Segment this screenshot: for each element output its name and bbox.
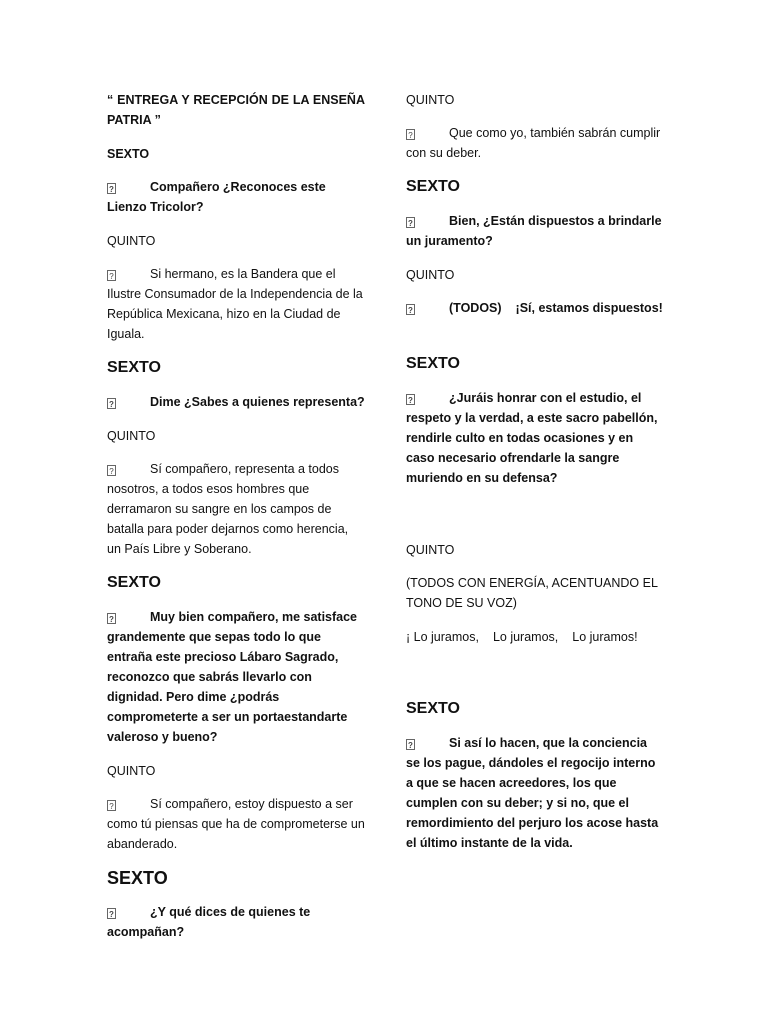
- dialogue-line: ? Si así lo hacen, que la conciencia se los pague, dándoles el regocijo interno a que se hacen acreedores, los que cumplen con su deber; y si no, que el remordimiento del perjuro los acose hasta el último instante de la vida.: [406, 736, 659, 850]
- dialogue-line: ? Que como yo, también sabrán cumplir con su deber.: [406, 126, 661, 160]
- speaker-sexto-heading: SEXTO: [406, 700, 460, 717]
- missing-glyph-icon: ?: [107, 465, 116, 476]
- missing-glyph-icon: ?: [406, 394, 415, 405]
- speaker-sexto: SEXTO: [107, 147, 150, 161]
- dialogue-line: ? Sí compañero, estoy dispuesto a ser como tú piensas que ha de comprometerse un abanderado.: [107, 797, 365, 851]
- speaker-sexto-heading: SEXTO: [107, 359, 161, 376]
- speaker-sexto-heading: SEXTO: [406, 355, 460, 372]
- dialogue-line: ? Muy bien compañero, me satisface grandemente que sepas todo lo que entraña este precioso Lábaro Sagrado, reconozco que sabrás llevarlo con dignidad. Pero dime ¿podrás comprometerte a ser un portaestandarte valeroso y bueno?: [107, 610, 358, 744]
- missing-glyph-icon: ?: [406, 129, 415, 140]
- speaker-sexto-heading: SEXTO: [107, 868, 168, 888]
- speaker-quinto: QUINTO: [406, 543, 455, 557]
- dialogue-line: ? Si hermano, es la Bandera que el Ilustre Consumador de la Independencia de la República Mexicana, hizo en la Ciudad de Iguala.: [107, 267, 363, 341]
- missing-glyph-icon: ?: [406, 217, 415, 228]
- missing-glyph-icon: ?: [406, 304, 415, 315]
- oath-line: ¡ Lo juramos, Lo juramos, Lo juramos!: [406, 630, 638, 644]
- missing-glyph-icon: ?: [107, 398, 116, 409]
- dialogue-line: ? ¿Y qué dices de quienes te acompañan?: [107, 905, 311, 939]
- left-column: [107, 90, 365, 956]
- dialogue-line: ? ¿Juráis honrar con el estudio, el respeto y la verdad, a este sacro pabellón, rendirle culto en todas ocasiones y en caso necesario ofrendarle la sangre muriendo en su defensa?: [406, 391, 658, 485]
- stage-direction: (TODOS CON ENERGÍA, ACENTUANDO EL TONO DE SU VOZ): [406, 576, 658, 610]
- dialogue-line: ? Compañero ¿Reconoces este Lienzo Tricolor?: [107, 180, 326, 214]
- right-column: [406, 90, 664, 867]
- speaker-sexto-heading: SEXTO: [406, 178, 460, 195]
- missing-glyph-icon: ?: [107, 908, 116, 919]
- dialogue-line: ? Bien, ¿Están dispuestos a brindarle un juramento?: [406, 214, 662, 248]
- missing-glyph-icon: ?: [107, 800, 116, 811]
- speaker-quinto: QUINTO: [107, 234, 156, 248]
- missing-glyph-icon: ?: [107, 613, 116, 624]
- speaker-quinto: QUINTO: [406, 268, 455, 282]
- missing-glyph-icon: ?: [107, 270, 116, 281]
- speaker-quinto: QUINTO: [406, 93, 455, 107]
- missing-glyph-icon: ?: [107, 183, 116, 194]
- dialogue-line: ? (TODOS) ¡Sí, estamos dispuestos!: [406, 298, 664, 318]
- speaker-sexto-heading: SEXTO: [107, 574, 161, 591]
- dialogue-line: ? Sí compañero, representa a todos nosotros, a todos esos hombres que derramaron su sangre en los campos de batalla para poder dejarnos como herencia, un País Libre y Soberano.: [107, 462, 349, 556]
- speaker-quinto: QUINTO: [107, 429, 156, 443]
- dialogue-line: ? Dime ¿Sabes a quienes representa?: [107, 392, 365, 412]
- missing-glyph-icon: ?: [406, 739, 415, 750]
- speaker-quinto: QUINTO: [107, 764, 156, 778]
- document-title: “ ENTREGA Y RECEPCIÓN DE LA ENSEÑA PATRIA ”: [107, 93, 365, 127]
